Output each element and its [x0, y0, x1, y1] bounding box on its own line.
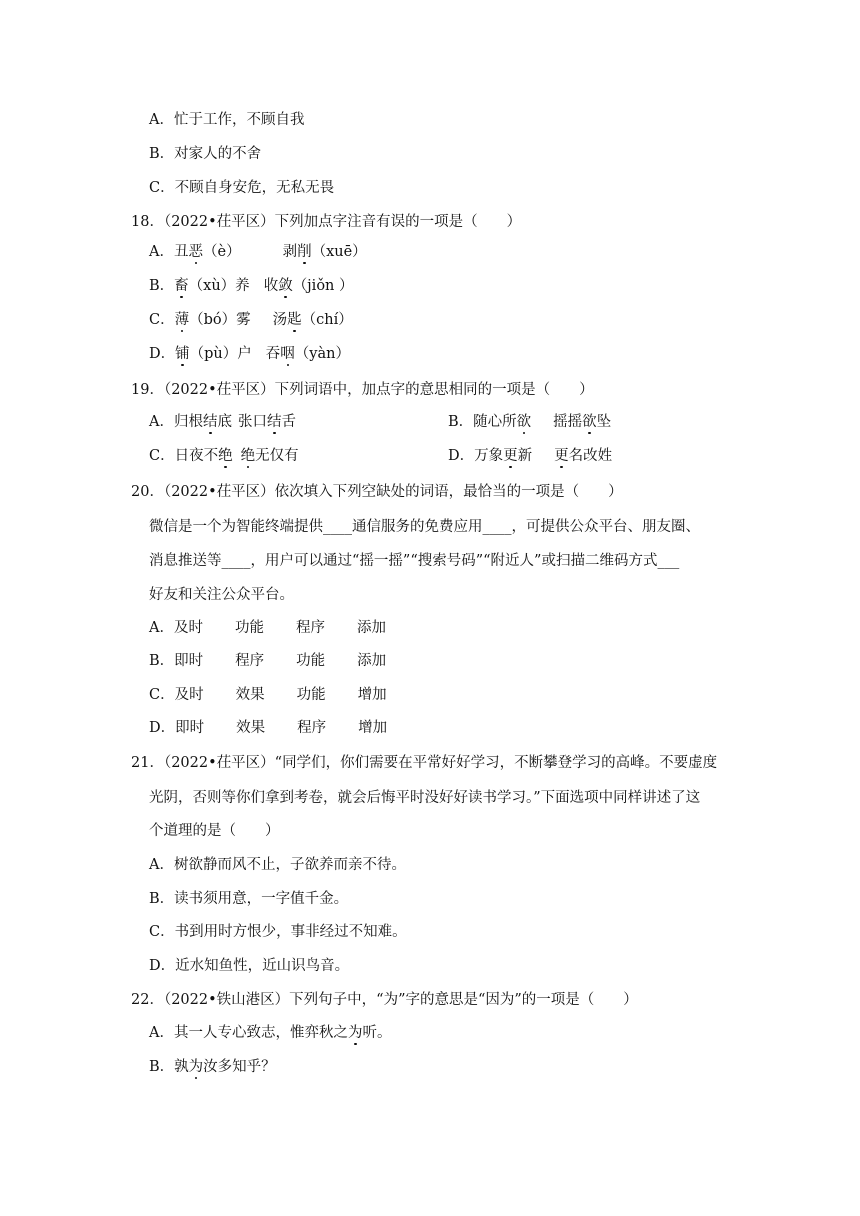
option-label: C．: [149, 448, 175, 464]
q18-option-c: [149, 310, 353, 330]
word-text: 功能: [296, 687, 326, 703]
q21-option-d: D．近水知鱼性，近山识鸟音。: [149, 958, 350, 974]
word-text: 添加: [356, 620, 386, 636]
word-text: 随心所: [473, 414, 517, 430]
q19-option-a: [149, 412, 296, 432]
dotted-char: 敛: [278, 278, 293, 294]
q21-option-a: A．树欲静而风不止，子欲养而亲不待。: [149, 857, 406, 873]
q20-option-c: [149, 685, 387, 705]
word-text: 增加: [358, 720, 388, 736]
word-text: B．孰: [149, 1059, 189, 1075]
word-text: 功能: [234, 620, 264, 636]
option-label: C．: [149, 687, 175, 703]
word-text: 日夜不: [174, 448, 219, 464]
option-label: B．: [149, 653, 175, 669]
option-label: A．: [149, 244, 174, 260]
word-text: 名改姓: [568, 448, 613, 464]
dotted-char: 欲: [516, 414, 532, 430]
option-label: D．: [149, 346, 176, 362]
q22-option-b: [149, 1057, 276, 1077]
word-text: 即时: [175, 720, 205, 736]
q19-option-d: [448, 446, 612, 466]
word-text: 程序: [297, 720, 327, 736]
word-text: 听。: [362, 1025, 392, 1041]
q17-option-c: C．不顾自身安危，无私无畏: [149, 180, 335, 196]
dotted-char: 咽: [280, 346, 295, 362]
pinyin: （xù）养: [188, 278, 250, 294]
q20-option-b: [149, 651, 386, 671]
word-text: 汤: [272, 312, 288, 328]
dotted-char: 铺: [175, 346, 190, 362]
q21-stem-line-2: 光阴，否则等你们拿到考卷，就会后悔平时没好好读书学习。”下面选项中同样讲述了这: [149, 790, 701, 806]
word-text: 汝多知乎？: [203, 1059, 276, 1075]
option-label: D．: [448, 448, 475, 464]
word-text: 及时: [174, 687, 204, 703]
word-text: A．其一人专心致志，惟弈秋之: [149, 1025, 348, 1041]
word-text: 收: [263, 278, 279, 294]
word-text: 剥: [282, 244, 298, 260]
q17-option-a: A．忙于工作，不顾自我: [149, 112, 305, 128]
pinyin: （yàn）: [294, 346, 350, 362]
word-text: 底: [217, 414, 232, 430]
q18-option-d: [149, 344, 350, 364]
q20-passage-line-2: 消息推送等____，用户可以通过“摇一摇”“搜索号码”“附近人”或扫描二维码方式___: [149, 553, 680, 569]
word-text: 摇摇: [553, 414, 583, 430]
pinyin: （jiǒn ）: [292, 278, 354, 294]
q18-option-a: [149, 242, 367, 262]
q18-option-b: [149, 276, 354, 296]
word-text: 即时: [174, 653, 204, 669]
q20-option-d: [149, 718, 387, 738]
dotted-char: 为: [188, 1059, 204, 1075]
pinyin: （pù）户: [189, 346, 252, 362]
dotted-char: 畜: [174, 278, 189, 294]
dotted-char: 更: [554, 448, 569, 464]
q21-option-c: C．书到用时方恨少，事非经过不知难。: [149, 924, 407, 940]
pinyin: （xuē）: [311, 244, 367, 260]
option-label: B．: [448, 414, 474, 430]
word-text: 程序: [235, 653, 265, 669]
word-text: 丑: [173, 244, 189, 260]
word-text: 吞: [265, 346, 281, 362]
option-label: C．: [149, 312, 175, 328]
pinyin: （è）: [202, 244, 241, 260]
dotted-char: 结: [202, 414, 218, 430]
dotted-char: 恶: [188, 244, 203, 260]
q19-stem: 19．（2022•茌平区）下列词语中，加点字的意思相同的一项是（ ）: [131, 382, 594, 398]
q20-passage-line-1: 微信是一个为智能终端提供____通信服务的免费应用____，可提供公众平台、朋友圈、: [149, 519, 700, 535]
q21-stem-line-3: 个道理的是（ ）: [149, 823, 280, 839]
word-text: 程序: [295, 620, 325, 636]
word-text: 新: [517, 448, 533, 464]
q18-stem: 18．（2022•茌平区）下列加点字注音有误的一项是（ ）: [131, 214, 522, 230]
word-text: 功能: [296, 653, 326, 669]
q20-passage-line-3: 好友和关注公众平台。: [149, 587, 294, 603]
word-text: 坠: [596, 414, 612, 430]
dotted-char: 绝: [240, 448, 256, 464]
dotted-char: 匙: [287, 312, 302, 328]
word-text: 无仅有: [255, 448, 299, 464]
dotted-char: 绝: [218, 448, 233, 464]
dotted-char: 结: [266, 414, 282, 430]
q17-option-b: B．对家人的不舍: [149, 146, 262, 162]
word-text: 及时: [173, 620, 203, 636]
pinyin: （bó）雾: [189, 312, 251, 328]
word-text: 归根: [173, 414, 203, 430]
word-text: 张口: [237, 414, 267, 430]
dotted-char: 削: [297, 244, 312, 260]
q20-stem: 20．（2022•茌平区）依次填入下列空缺处的词语，最恰当的一项是（ ）: [131, 484, 623, 500]
dotted-char: 薄: [174, 312, 190, 328]
option-label: A．: [149, 414, 174, 430]
q19-option-b: [448, 412, 611, 432]
dotted-char: 欲: [582, 414, 597, 430]
word-text: 效果: [235, 687, 265, 703]
word-text: 舌: [281, 414, 296, 430]
q22-option-a: [149, 1023, 391, 1043]
option-label: A．: [149, 620, 174, 636]
option-label: D．: [149, 720, 176, 736]
pinyin: （chí）: [301, 312, 353, 328]
q22-stem: 22．（2022•铁山港区）下列句子中，“为”字的意思是“因为”的一项是（ ）: [131, 992, 638, 1008]
word-text: 添加: [357, 653, 387, 669]
q20-option-a: [149, 618, 386, 638]
q19-option-c: [149, 446, 299, 466]
q21-option-b: B．读书须用意，一字值千金。: [149, 891, 349, 907]
dotted-char: 更: [503, 448, 518, 464]
word-text: 万象: [474, 448, 504, 464]
option-label: B．: [149, 278, 175, 294]
q21-stem-line-1: 21．（2022•茌平区）“同学们，你们需要在平常好好学习，不断攀登学习的高峰。不要虚度: [131, 755, 718, 771]
dotted-char: 为: [347, 1025, 363, 1041]
word-text: 效果: [236, 720, 266, 736]
word-text: 增加: [357, 687, 387, 703]
